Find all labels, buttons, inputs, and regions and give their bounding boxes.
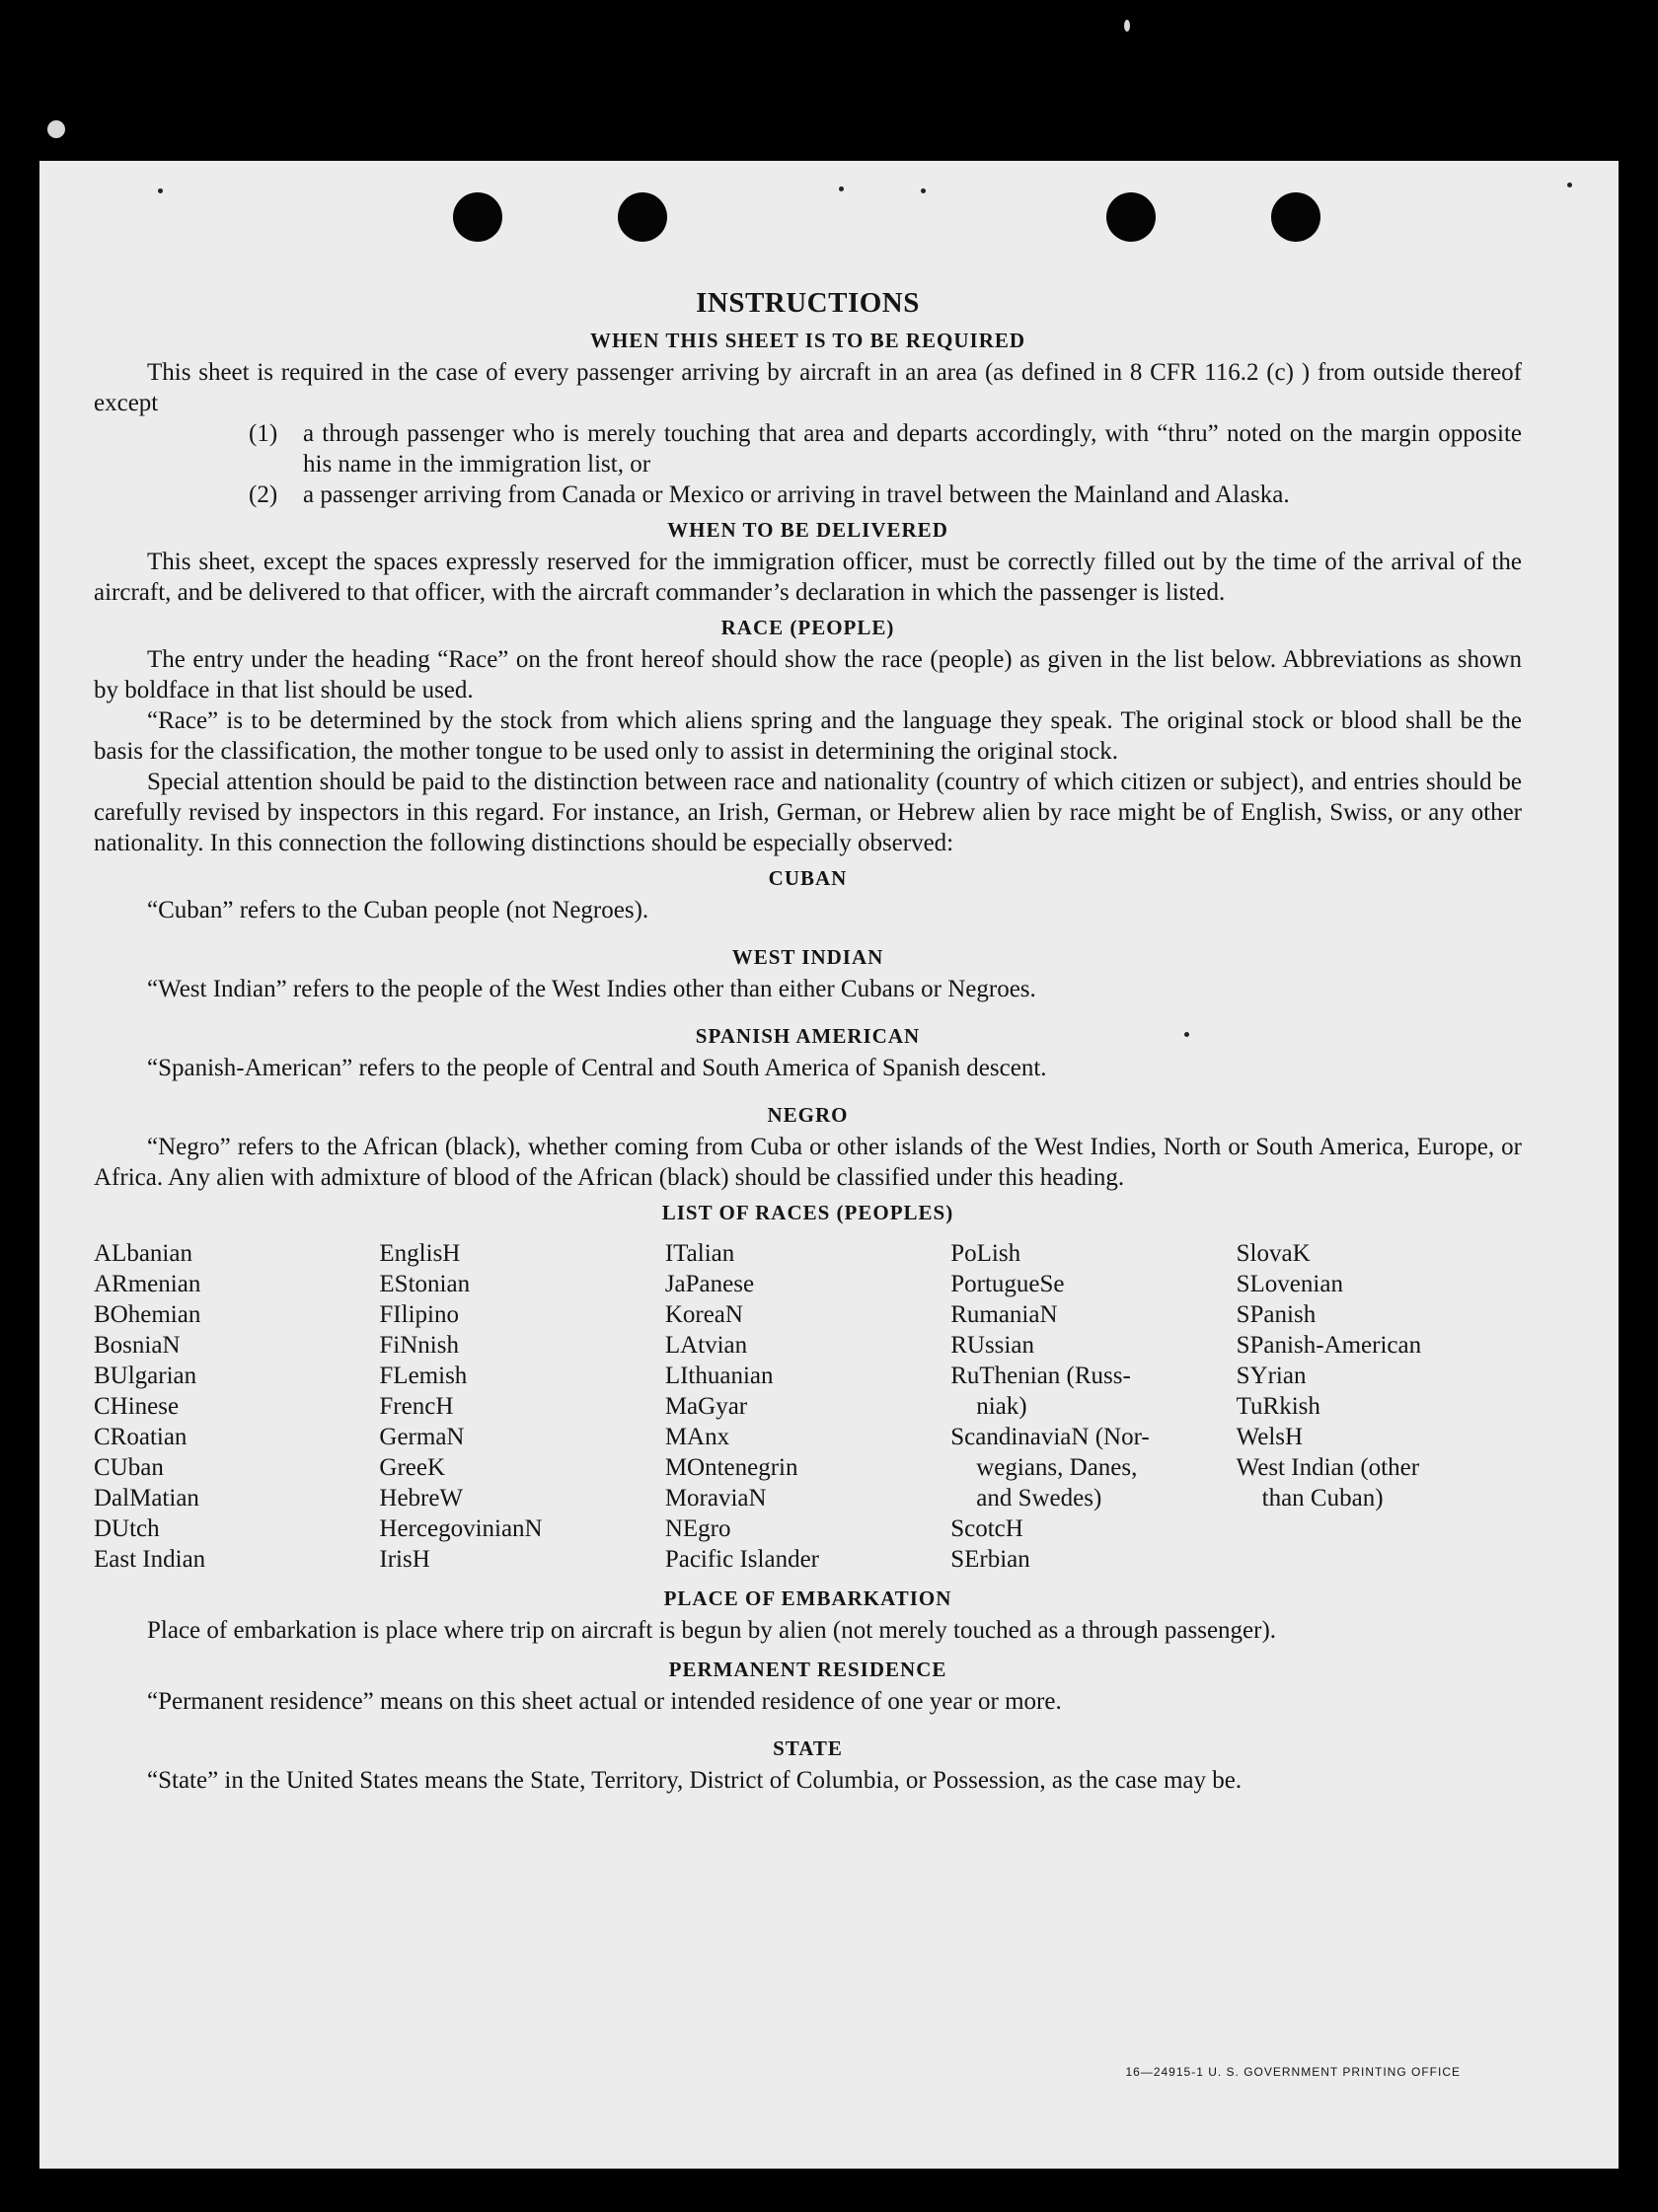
scan-dot xyxy=(1567,183,1572,187)
race-item: Pacific Islander xyxy=(664,1546,819,1573)
section-heading: LIST OF RACES (PEOPLES) xyxy=(661,1201,954,1224)
race-item: CRoatian xyxy=(94,1424,188,1450)
race-item: GermaN xyxy=(379,1424,465,1450)
paragraph: “Race” is to be determined by the stock from which aliens spring and the language they speak. The original stock or blood shall be the basis for the classification, the mother tongue to be used only to assist in determining the original stock. xyxy=(94,707,1522,765)
race-item: NEgro xyxy=(664,1515,731,1542)
paragraph: “West Indian” refers to the people of the West Indies other than either Cubans or Negroes. xyxy=(147,976,1036,1002)
instructions-body xyxy=(94,287,1522,1796)
paragraph: This sheet, except the spaces expressly reserved for the immigration officer, must be correctly filled out by the time of the arrival of the aircraft, and be delivered to that officer, with the aircraft commander’s declaration in which the passenger is listed. xyxy=(94,549,1522,606)
race-item: ARmenian xyxy=(94,1271,201,1297)
section-heading: NEGRO xyxy=(767,1103,849,1127)
race-item: RumaniaN xyxy=(950,1301,1058,1328)
races-column-2 xyxy=(379,1238,664,1575)
race-item: West Indian (other xyxy=(1236,1454,1420,1481)
race-item: FIlipino xyxy=(379,1301,459,1328)
race-item: MAnx xyxy=(664,1424,730,1450)
paragraph: Special attention should be paid to the distinction between race and nationality (country of which citizen or subject), and entries should be carefully revised by inspectors in this regard. For instance, an Irish, German, or Hebrew alien by race might be of English, Swiss, or any other nationality. In this connection the following distinctions should be especially observed: xyxy=(94,769,1522,856)
race-item: SlovaK xyxy=(1236,1240,1311,1267)
document-page xyxy=(39,161,1619,2169)
punch-hole xyxy=(618,192,667,242)
race-item-continued: and Swedes) xyxy=(976,1485,1102,1512)
race-item: East Indian xyxy=(94,1546,206,1573)
race-item: LAtvian xyxy=(664,1332,748,1359)
race-item: CHinese xyxy=(94,1393,180,1420)
race-item-continued: niak) xyxy=(976,1393,1027,1420)
race-item: SErbian xyxy=(950,1546,1030,1573)
race-item-continued: wegians, Danes, xyxy=(976,1454,1138,1481)
race-item: EStonian xyxy=(379,1271,471,1297)
paragraph: “State” in the United States means the State, Territory, District of Columbia, or Possession, as the case may be. xyxy=(147,1767,1243,1794)
printer-imprint: 16—24915-1 U. S. GOVERNMENT PRINTING OFFICE xyxy=(1125,2065,1461,2079)
scan-dot xyxy=(839,186,844,191)
punch-hole xyxy=(1271,192,1320,242)
races-column-1 xyxy=(94,1238,379,1575)
section-heading: PERMANENT RESIDENCE xyxy=(668,1658,947,1681)
race-item: BUlgarian xyxy=(94,1363,197,1389)
scan-speck xyxy=(1124,20,1130,32)
paragraph: The entry under the heading “Race” on the front hereof should show the race (people) as given in the list below. Abbreviations as shown by boldface in that list should be used. xyxy=(94,646,1522,703)
races-column-5 xyxy=(1237,1238,1522,1575)
section-heading: WHEN THIS SHEET IS TO BE REQUIRED xyxy=(589,329,1026,352)
section-heading: WHEN TO BE DELIVERED xyxy=(667,518,948,542)
item-number: (1) xyxy=(249,420,278,447)
paragraph: Place of embarkation is place where trip on aircraft is begun by alien (not merely touched as a through passenger). xyxy=(147,1617,1277,1644)
race-item: DUtch xyxy=(94,1515,160,1542)
race-item: RUssian xyxy=(950,1332,1034,1359)
races-list xyxy=(94,1238,1522,1575)
section-heading: PLACE OF EMBARKATION xyxy=(663,1586,952,1610)
race-item: ScotcH xyxy=(950,1515,1023,1542)
race-item: IrisH xyxy=(379,1546,430,1573)
race-item: EnglisH xyxy=(379,1240,461,1267)
list-item xyxy=(249,418,1522,479)
race-item: ITalian xyxy=(664,1240,735,1267)
race-item: FLemish xyxy=(379,1363,468,1389)
race-item: JaPanese xyxy=(664,1271,755,1297)
paragraph: “Negro” refers to the African (black), whether coming from Cuba or other islands of the West Indies, North or South America, Europe, or Africa. Any alien with admixture of blood of the African (black) should be classified under this heading. xyxy=(94,1134,1522,1191)
races-column-3 xyxy=(665,1238,950,1575)
race-item: MOntenegrin xyxy=(664,1454,798,1481)
scan-dot xyxy=(921,188,926,193)
section-heading: WEST INDIAN xyxy=(731,945,884,969)
section-heading: CUBAN xyxy=(768,866,848,890)
item-text: a through passenger who is merely touching that area and departs accordingly, with “thru” noted on the margin opposite his name in the immigration list, or xyxy=(303,420,1522,478)
race-item: ALbanian xyxy=(94,1240,192,1267)
race-item: SLovenian xyxy=(1236,1271,1343,1297)
paragraph: “Permanent residence” means on this sheet actual or intended residence of one year or more. xyxy=(147,1688,1062,1715)
section-heading: RACE (PEOPLE) xyxy=(720,616,895,639)
race-item: LIthuanian xyxy=(664,1363,774,1389)
paragraph: “Cuban” refers to the Cuban people (not Negroes). xyxy=(147,897,649,923)
race-item: BOhemian xyxy=(94,1301,201,1328)
race-item: MaGyar xyxy=(664,1393,748,1420)
race-item: FrencH xyxy=(379,1393,454,1420)
scan-speck xyxy=(47,120,65,138)
item-text: a passenger arriving from Canada or Mexico or arriving in travel between the Mainland and Alaska. xyxy=(303,481,1290,508)
race-item: BosniaN xyxy=(94,1332,181,1359)
race-item: PortugueSe xyxy=(950,1271,1065,1297)
section-heading: SPANISH AMERICAN xyxy=(695,1024,921,1048)
punch-hole xyxy=(453,192,502,242)
item-number: (2) xyxy=(249,481,278,508)
race-item: CUban xyxy=(94,1454,164,1481)
races-column-4 xyxy=(950,1238,1236,1575)
race-item: HebreW xyxy=(379,1485,464,1512)
paragraph: This sheet is required in the case of every passenger arriving by aircraft in an area (as defined in 8 CFR 116.2 (c) ) from outside thereof except xyxy=(94,359,1522,416)
race-item: MoraviaN xyxy=(664,1485,767,1512)
race-item: PoLish xyxy=(950,1240,1021,1267)
race-item: SYrian xyxy=(1236,1363,1307,1389)
race-item: DalMatian xyxy=(94,1485,199,1512)
page-title: INSTRUCTIONS xyxy=(696,287,920,319)
section-heading: STATE xyxy=(773,1736,843,1760)
race-item: GreeK xyxy=(379,1454,446,1481)
race-item: KoreaN xyxy=(664,1301,743,1328)
race-item: SPanish xyxy=(1236,1301,1317,1328)
race-item: TuRkish xyxy=(1236,1393,1320,1420)
race-item: HercegovinianN xyxy=(379,1515,543,1542)
race-item: ScandinaviaN (Nor- xyxy=(950,1424,1150,1450)
race-item: RuThenian (Russ- xyxy=(950,1363,1131,1389)
paragraph: “Spanish-American” refers to the people of Central and South America of Spanish descent. xyxy=(147,1055,1047,1081)
race-item: SPanish-American xyxy=(1236,1332,1422,1359)
scan-dot xyxy=(158,188,163,193)
punch-hole xyxy=(1106,192,1156,242)
race-item-continued: than Cuban) xyxy=(1261,1485,1384,1512)
list-item xyxy=(249,479,1522,510)
race-item: FiNnish xyxy=(379,1332,459,1359)
race-item: WelsH xyxy=(1236,1424,1304,1450)
